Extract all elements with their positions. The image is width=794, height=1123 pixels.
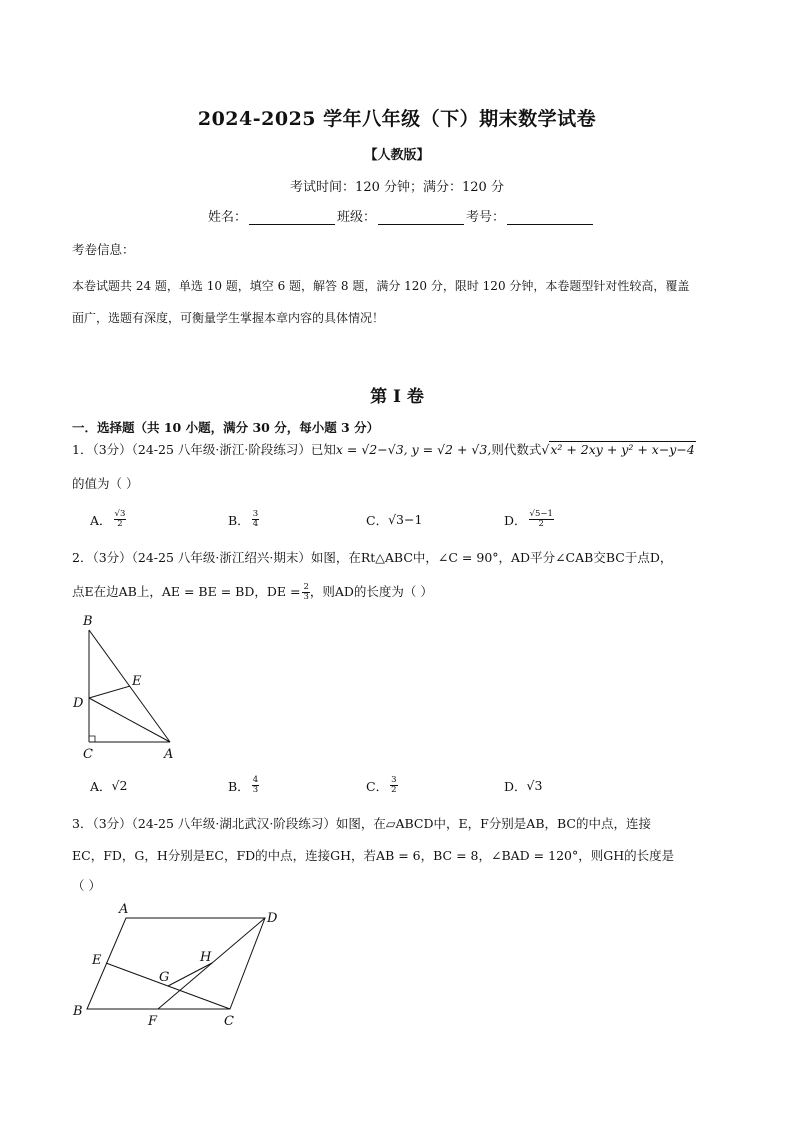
info-heading: 考卷信息：: [72, 242, 135, 257]
q1-option-a-fraction: [114, 510, 127, 529]
info-line-1: 本卷试题共 24 题，单选 10 题，填空 6 题，解答 8 题，满分 120 分，限时 120 分钟，本卷题型针对性较高，覆盖: [72, 279, 690, 293]
q3-line-2: EC，FD，G，H分别是EC，FD的中点，连接GH，若AB = 6，BC = 8，∠BAD = 120°，则GH的长度是: [72, 848, 675, 863]
q2-option-b-den: 3: [252, 785, 259, 795]
q1-options: [90, 510, 642, 529]
q3-label-b: B: [73, 1004, 83, 1019]
q1-mid: 则代数式: [491, 442, 542, 457]
q3-label-f: F: [148, 1014, 158, 1029]
q3-label-g: G: [159, 970, 170, 985]
q2-de-den: 3: [303, 592, 309, 602]
q3-label-h: H: [200, 950, 212, 965]
q2-option-c[interactable]: [366, 776, 504, 795]
q2-option-a-value: √2: [111, 778, 128, 793]
q3-label-d: D: [267, 911, 278, 926]
name-label: 姓名：: [208, 210, 248, 225]
q2-option-d-label: D．: [504, 778, 527, 794]
q2-option-b-num: 4: [252, 775, 259, 785]
q3-segment-gh: [168, 963, 212, 986]
q2-triangle-figure: [70, 610, 190, 765]
q1-expression-radicand: x² + 2xy + y² + x−y−4: [550, 442, 695, 457]
q2-label-a: A: [164, 747, 174, 762]
q1-line-2: 的值为（ ）: [72, 476, 139, 491]
q1-option-c[interactable]: [366, 510, 504, 529]
section-heading: 一．选择题（共 10 小题，满分 30 分，每小题 3 分）: [72, 420, 380, 435]
q3-label-a: A: [119, 902, 129, 917]
edition-label: 【人教版】: [364, 148, 430, 163]
q1-expression: √ x² + 2xy + y² + x−y−4: [541, 442, 695, 457]
q1-option-c-value: √3−1: [388, 512, 423, 527]
q1-option-d-fraction: [529, 510, 554, 529]
q3-parallelogram-abcd: [87, 918, 265, 1009]
exam-title: 2024-2025 学年八年级（下）期末数学试卷: [197, 108, 597, 130]
q2-line-2-start: 点E在边AB上，AE = BE = BD，DE =: [72, 584, 301, 599]
q1-prefix: 1．（3分）（24-25 八年级·浙江·阶段练习）已知: [72, 442, 336, 457]
id-blank: [507, 210, 593, 225]
q2-option-b-label: B．: [228, 778, 250, 794]
id-label: 考号：: [466, 210, 506, 225]
info-body: [72, 270, 732, 334]
q2-line-2: [72, 582, 433, 602]
q2-segment-de: [89, 686, 130, 698]
info-line-2: 面广，选题有深度，可衡量学生掌握本章内容的具体情况！: [72, 311, 385, 325]
q2-segment-ad: [89, 698, 170, 742]
q1-option-a[interactable]: [90, 510, 228, 529]
q2-de-fraction: [302, 583, 309, 602]
q1-option-d-num: √5−1: [529, 509, 553, 519]
class-label: 班级：: [337, 210, 377, 225]
q1-option-a-label: A．: [90, 512, 112, 528]
q1-line-1: [72, 440, 696, 458]
q2-option-c-label: C．: [366, 778, 389, 794]
student-fields: [208, 206, 595, 225]
q3-label-e: E: [92, 953, 102, 968]
q3-line-1: 3．（3分）（24-25 八年级·湖北武汉·阶段练习）如图，在▱ABCD中，E，F分别是AB，BC的中点，连接: [72, 816, 651, 831]
q3-label-c: C: [224, 1014, 234, 1029]
q1-option-b-label: B．: [228, 512, 250, 528]
q3-parallelogram-figure: [70, 898, 290, 1030]
q1-option-c-label: C．: [366, 512, 389, 528]
q2-de-num: 2: [303, 582, 309, 592]
q1-option-a-den: 2: [117, 519, 123, 529]
q2-options: [90, 776, 642, 795]
q2-label-e: E: [132, 674, 142, 689]
q2-right-angle-mark: [89, 736, 95, 742]
q1-option-a-num: √3: [114, 509, 126, 519]
q1-option-d-label: D．: [504, 512, 527, 528]
q2-label-d: D: [73, 696, 84, 711]
q2-option-c-den: 2: [391, 785, 397, 795]
q2-option-d-value: √3: [526, 778, 543, 793]
q2-option-b[interactable]: [228, 776, 366, 795]
q2-option-b-fraction: [252, 776, 259, 795]
class-blank: [378, 210, 464, 225]
q2-line-1: 2．（3分）（24-25 八年级·浙江绍兴·期末）如图，在Rt△ABC中，∠C = 90°，AD平分∠CAB交BC于点D，: [72, 550, 673, 565]
exam-time-info: 考试时间：120 分钟；满分：120 分: [290, 180, 504, 195]
q2-line-2-end: ，则AD的长度为（ ）: [309, 584, 433, 599]
q2-option-d[interactable]: [504, 776, 642, 795]
q1-option-d[interactable]: [504, 510, 642, 529]
part-title: 第 I 卷: [370, 387, 424, 407]
q1-option-d-den: 2: [538, 519, 544, 529]
q1-option-b[interactable]: [228, 510, 366, 529]
q2-option-a[interactable]: [90, 776, 228, 795]
q2-option-c-num: 3: [391, 775, 397, 785]
name-blank: [249, 210, 335, 225]
q2-option-a-label: A．: [90, 778, 112, 794]
q1-option-b-num: 3: [252, 509, 259, 519]
q3-line-3: （ ）: [72, 878, 101, 893]
q2-option-c-fraction: [390, 776, 397, 795]
q2-label-c: C: [83, 747, 93, 762]
q1-condition: x = √2−√3, y = √2 + √3,: [335, 442, 492, 457]
q1-option-b-den: 4: [252, 519, 259, 529]
q1-option-b-fraction: [252, 510, 259, 529]
q2-label-b: B: [83, 614, 93, 629]
